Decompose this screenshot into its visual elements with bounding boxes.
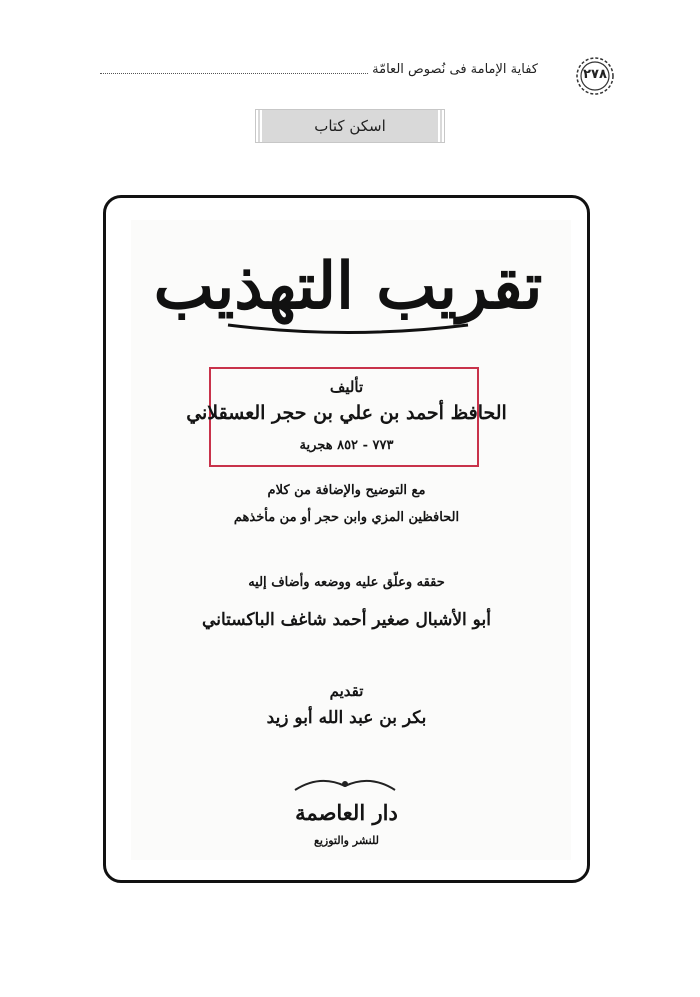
header-dotted-rule [100,73,368,74]
editor-label: حققه وعلّق عليه ووضعه وأضاف إليه [248,575,445,590]
page-number-badge [575,56,615,96]
author-name: الحافظ أحمد بن علي بن حجر العسقلاني [186,402,507,424]
note-line-2: الحافظين المزي وابن حجر أو من مأخذهم [233,510,460,525]
page-number: ٢٧٨ [583,67,607,82]
author-label: تأليف [329,378,364,396]
scan-label: اسكن كتاب [314,117,386,135]
editor-name: أبو الأشبال صغير أحمد شاغف الباكستاني [202,610,491,630]
svg-text:تقريب التهذيب: تقريب التهذيب [153,249,543,324]
ornament-divider-icon [290,772,400,800]
running-header [78,58,618,88]
author-dates: ٧٧٣ - ٨٥٢ هجرية [299,438,394,453]
running-title: كفاية الإمامة فى نُصوص العامّة [372,62,538,77]
intro-label: تقديم [329,682,364,700]
publisher-name: دار العاصمة [295,800,398,825]
publisher-subtitle: للنشر والتوزيع [314,834,379,847]
scan-label-box [256,110,444,142]
calligraphy-title-image [153,230,543,340]
book-title [103,320,590,321]
intro-name: بكر بن عبد الله أبو زيد [266,708,427,728]
note-line-1: مع التوضيح والإضافة من كلام [267,483,426,498]
